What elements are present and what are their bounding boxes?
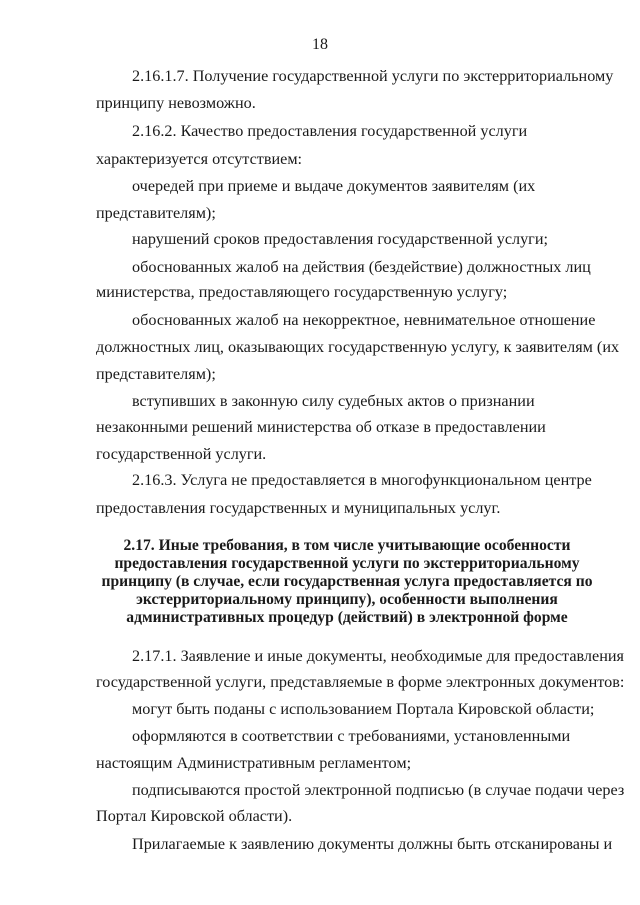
- paragraph-line: 2.16.3. Услуга не предоставляется в многофункциональном центре: [132, 471, 592, 489]
- paragraph-line: государственной услуги, представляемые в форме электронных документов:: [96, 673, 625, 691]
- paragraph-line: должностных лиц, оказывающих государственную услугу, к заявителям (их: [96, 338, 620, 356]
- section-heading-line: экстерриториальному принципу), особенности выполнения: [136, 591, 558, 608]
- section-heading-line: предоставления государственной услуги по экстерриториальному: [114, 555, 580, 572]
- paragraph-line: вступивших в законную силу судебных актов о признании: [132, 392, 535, 410]
- paragraph-line: 2.17.1. Заявление и иные документы, необходимые для предоставления: [132, 647, 624, 665]
- paragraph-line: министерства, предоставляющего государственную услугу;: [96, 283, 508, 301]
- section-heading-line: принципу (в случае, если государственная услуга предоставляется по: [101, 573, 593, 590]
- paragraph-line: нарушений сроков предоставления государственной услуги;: [132, 230, 548, 248]
- paragraph-line: представителям);: [96, 365, 216, 383]
- paragraph-line: обоснованных жалоб на действия (бездействие) должностных лиц: [132, 258, 591, 276]
- page-number: 18: [312, 36, 328, 53]
- paragraph-line: представителям);: [96, 204, 216, 222]
- paragraph-line: характеризуется отсутствием:: [96, 150, 303, 168]
- paragraph-line: очередей при приеме и выдаче документов заявителям (их: [132, 177, 536, 195]
- paragraph-line: 2.16.1.7. Получение государственной услуги по экстерриториальному: [132, 67, 614, 85]
- paragraph-line: Прилагаемые к заявлению документы должны быть отсканированы и: [132, 835, 613, 853]
- paragraph-line: государственной услуги.: [96, 445, 267, 463]
- paragraph-line: могут быть поданы с использованием Портала Кировской области;: [132, 700, 595, 718]
- paragraph-line: незаконными решений министерства об отказе в предоставлении: [96, 418, 546, 436]
- paragraph-line: обоснованных жалоб на некорректное, невнимательное отношение: [132, 311, 596, 329]
- section-heading-line: 2.17. Иные требования, в том числе учитывающие особенности: [123, 537, 571, 554]
- paragraph-line: подписываются простой электронной подписью (в случае подачи через: [132, 781, 625, 799]
- section-heading-line: административных процедур (действий) в электронной форме: [126, 609, 568, 626]
- paragraph-line: настоящим Административным регламентом;: [96, 754, 412, 772]
- paragraph-line: оформляются в соответствии с требованиями, установленными: [132, 727, 571, 745]
- paragraph-line: принципу невозможно.: [96, 94, 256, 112]
- paragraph-line: предоставления государственных и муниципальных услуг.: [96, 499, 501, 517]
- paragraph-line: 2.16.2. Качество предоставления государственной услуги: [132, 122, 528, 140]
- paragraph-line: Портал Кировской области).: [96, 807, 293, 825]
